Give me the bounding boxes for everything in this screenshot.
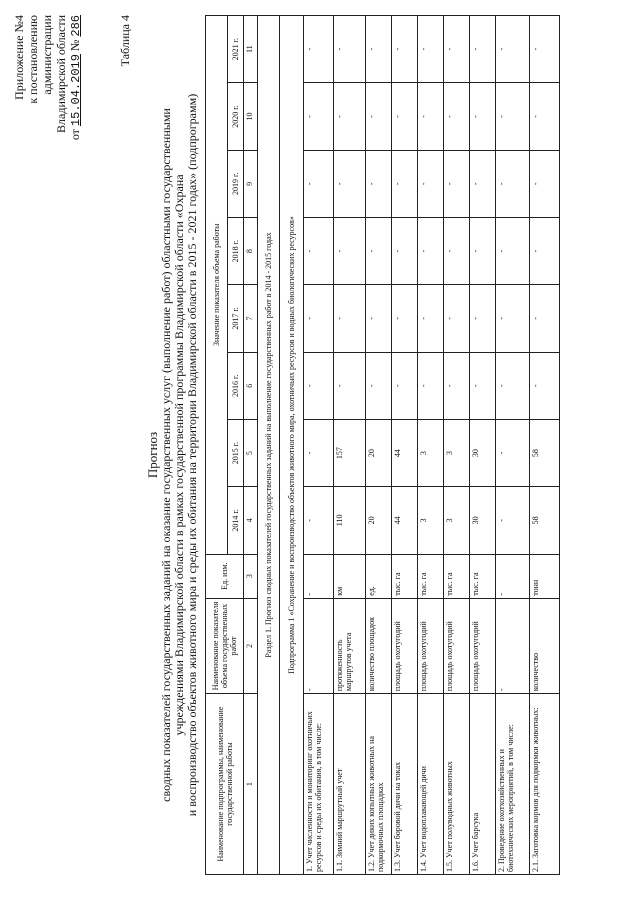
row-value: -	[392, 217, 418, 284]
row-value: -	[366, 217, 392, 284]
column-number: 2	[244, 598, 258, 693]
table-label: Таблица 4	[118, 15, 132, 67]
date-prefix: от	[68, 129, 82, 141]
row-value: -	[470, 217, 496, 284]
row-indicator: количество площадок	[366, 598, 392, 693]
row-value: -	[304, 419, 334, 486]
header-values-group: Значение показателя объема работы	[206, 16, 228, 555]
forecast-table	[205, 15, 560, 875]
appendix-date: 15.04.2019	[69, 54, 83, 127]
row-unit: тыс. га	[444, 554, 470, 598]
section-heading: Раздел 1. Прогноз сводных показателей государственных заданий на выполнение государственных работ в 2014 - 2015 годах	[258, 16, 280, 875]
appendix-date-line	[68, 15, 83, 215]
row-indicator: протяженность маршрутов учета	[334, 598, 366, 693]
row-value: -	[304, 352, 334, 419]
table-row	[418, 16, 444, 875]
row-value: -	[418, 83, 444, 150]
column-number: 7	[244, 285, 258, 352]
row-value: -	[530, 16, 560, 83]
row-value: -	[418, 285, 444, 352]
table-row	[530, 16, 560, 875]
row-value: -	[530, 83, 560, 150]
row-value: -	[444, 16, 470, 83]
column-number: 3	[244, 554, 258, 598]
appendix-line3: администрации	[40, 15, 54, 95]
row-value: -	[392, 16, 418, 83]
row-value: -	[334, 83, 366, 150]
table-row	[392, 16, 418, 875]
row-value: -	[418, 150, 444, 217]
row-unit: тыс. га	[418, 554, 444, 598]
row-unit: тонн	[530, 554, 560, 598]
row-value: -	[366, 285, 392, 352]
row-value: -	[418, 16, 444, 83]
row-name: 1.2. Учет диких копытных животных на подкормочных площадках	[366, 694, 392, 875]
row-unit: -	[304, 554, 334, 598]
row-value: -	[496, 487, 530, 554]
row-unit: тыс. га	[392, 554, 418, 598]
row-value: -	[392, 285, 418, 352]
row-value: 58	[530, 419, 560, 486]
header-year: 2014 г.	[228, 487, 244, 554]
row-value: -	[444, 352, 470, 419]
title-line4: и воспроизводство объектов животного мира и среды их обитания на территории Владимирской области в 2015 - 2021 годах» (подпрограмм)	[185, 93, 199, 817]
appendix-line4: Владимирской области	[54, 15, 68, 133]
row-value: -	[366, 83, 392, 150]
row-name: 1.5. Учет полуводных животных	[444, 694, 470, 875]
row-value: -	[530, 150, 560, 217]
row-value: -	[444, 285, 470, 352]
row-value: 3	[444, 487, 470, 554]
row-unit: -	[496, 554, 530, 598]
column-number: 6	[244, 352, 258, 419]
table-row	[366, 16, 392, 875]
row-value: -	[470, 16, 496, 83]
row-name: 1.4. Учет водоплавающей дичи	[418, 694, 444, 875]
row-value: -	[334, 16, 366, 83]
row-value: 30	[470, 487, 496, 554]
row-value: -	[392, 150, 418, 217]
header-indicator: Наименование показателя объема государственных работ	[206, 598, 244, 693]
row-name: 1.1. Зимний маршрутный учет	[334, 694, 366, 875]
appendix-number: 286	[69, 15, 83, 37]
document-title	[146, 75, 199, 835]
row-value: -	[470, 83, 496, 150]
table-row	[470, 16, 496, 875]
row-value: 20	[366, 419, 392, 486]
row-name: 2.1. Заготовка кормов для подкормки животных:	[530, 694, 560, 875]
row-value: -	[334, 352, 366, 419]
row-value: -	[470, 285, 496, 352]
row-value: 3	[444, 419, 470, 486]
header-year: 2015 г.	[228, 419, 244, 486]
title-line3: учреждениями Владимирской области в рамках государственной программы Владимирской области «Охрана	[172, 174, 186, 736]
row-indicator: количество	[530, 598, 560, 693]
row-name: 1. Учет численности и мониторинг охотничьих ресурсов и среды их обитания, в том числе:	[304, 694, 334, 875]
subprogram-heading: Подпрограмма 1 «Сохранение и воспроизводство объектов животного мира, охотничьих ресурсов и водных биологических ресурсов»	[280, 16, 304, 875]
row-unit: км	[334, 554, 366, 598]
row-value: -	[392, 352, 418, 419]
row-value: 110	[334, 487, 366, 554]
header-name: Наименование подпрограммы, наименование государственной работы	[206, 694, 244, 875]
row-value: -	[444, 217, 470, 284]
row-value: 44	[392, 419, 418, 486]
row-unit: тыс. га	[470, 554, 496, 598]
row-value: -	[366, 352, 392, 419]
row-value: -	[304, 83, 334, 150]
row-name: 1.6. Учет барсука	[470, 694, 496, 875]
row-value: -	[304, 217, 334, 284]
row-value: -	[304, 16, 334, 83]
table-row	[334, 16, 366, 875]
appendix-line2: к постановлению	[26, 15, 40, 104]
row-value: -	[418, 352, 444, 419]
row-value: -	[366, 16, 392, 83]
table-row	[304, 16, 334, 875]
row-value: -	[470, 352, 496, 419]
row-value: -	[334, 217, 366, 284]
header-year: 2019 г.	[228, 150, 244, 217]
row-unit: ед.	[366, 554, 392, 598]
column-number: 5	[244, 419, 258, 486]
row-value: -	[444, 83, 470, 150]
row-value: -	[496, 16, 530, 83]
number-prefix: №	[68, 39, 82, 52]
column-number: 10	[244, 83, 258, 150]
row-value: -	[334, 285, 366, 352]
column-number: 4	[244, 487, 258, 554]
row-value: -	[496, 217, 530, 284]
row-value: -	[366, 150, 392, 217]
row-value: -	[304, 150, 334, 217]
column-number: 9	[244, 150, 258, 217]
row-indicator: -	[304, 598, 334, 693]
header-year: 2018 г.	[228, 217, 244, 284]
row-indicator: площадь охотугодий	[470, 598, 496, 693]
row-value: 58	[530, 487, 560, 554]
row-value: -	[392, 83, 418, 150]
row-value: -	[444, 150, 470, 217]
row-indicator: площадь охотугодий	[418, 598, 444, 693]
column-number: 8	[244, 217, 258, 284]
header-unit: Ед. изм.	[206, 554, 244, 598]
row-indicator: -	[496, 598, 530, 693]
row-value: -	[496, 352, 530, 419]
header-year: 2017 г.	[228, 285, 244, 352]
row-value: -	[530, 217, 560, 284]
row-indicator: площадь охотугодий	[444, 598, 470, 693]
row-value: -	[470, 150, 496, 217]
table-row	[444, 16, 470, 875]
row-value: 157	[334, 419, 366, 486]
row-value: -	[334, 150, 366, 217]
title-line2: сводных показателей государственных заданий на оказание государственных услуг (выполнение работ) областными государственными	[159, 108, 173, 802]
row-value: -	[496, 419, 530, 486]
row-value: -	[496, 83, 530, 150]
row-value: 44	[392, 487, 418, 554]
row-value: 3	[418, 487, 444, 554]
column-number: 1	[244, 694, 258, 875]
row-value: 30	[470, 419, 496, 486]
header-year: 2021 г.	[228, 16, 244, 83]
row-value: -	[304, 487, 334, 554]
row-value: -	[496, 150, 530, 217]
row-value: -	[304, 285, 334, 352]
column-number-row	[244, 16, 258, 875]
row-indicator: площадь охотугодий	[392, 598, 418, 693]
row-value: -	[496, 285, 530, 352]
appendix-line1: Приложение №4	[12, 15, 26, 100]
row-value: -	[530, 285, 560, 352]
title-line1: Прогноз	[145, 431, 160, 479]
row-name: 2. Проведение охотхозяйственных и биотехнических мероприятий, в том числе:	[496, 694, 530, 875]
row-value: -	[418, 217, 444, 284]
header-year: 2016 г.	[228, 352, 244, 419]
header-year: 2020 г.	[228, 83, 244, 150]
appendix-block	[12, 15, 83, 215]
column-number: 11	[244, 16, 258, 83]
row-value: 3	[418, 419, 444, 486]
row-value: 20	[366, 487, 392, 554]
table-row	[496, 16, 530, 875]
row-name: 1.3. Учет боровой дичи на токах	[392, 694, 418, 875]
row-value: -	[530, 352, 560, 419]
